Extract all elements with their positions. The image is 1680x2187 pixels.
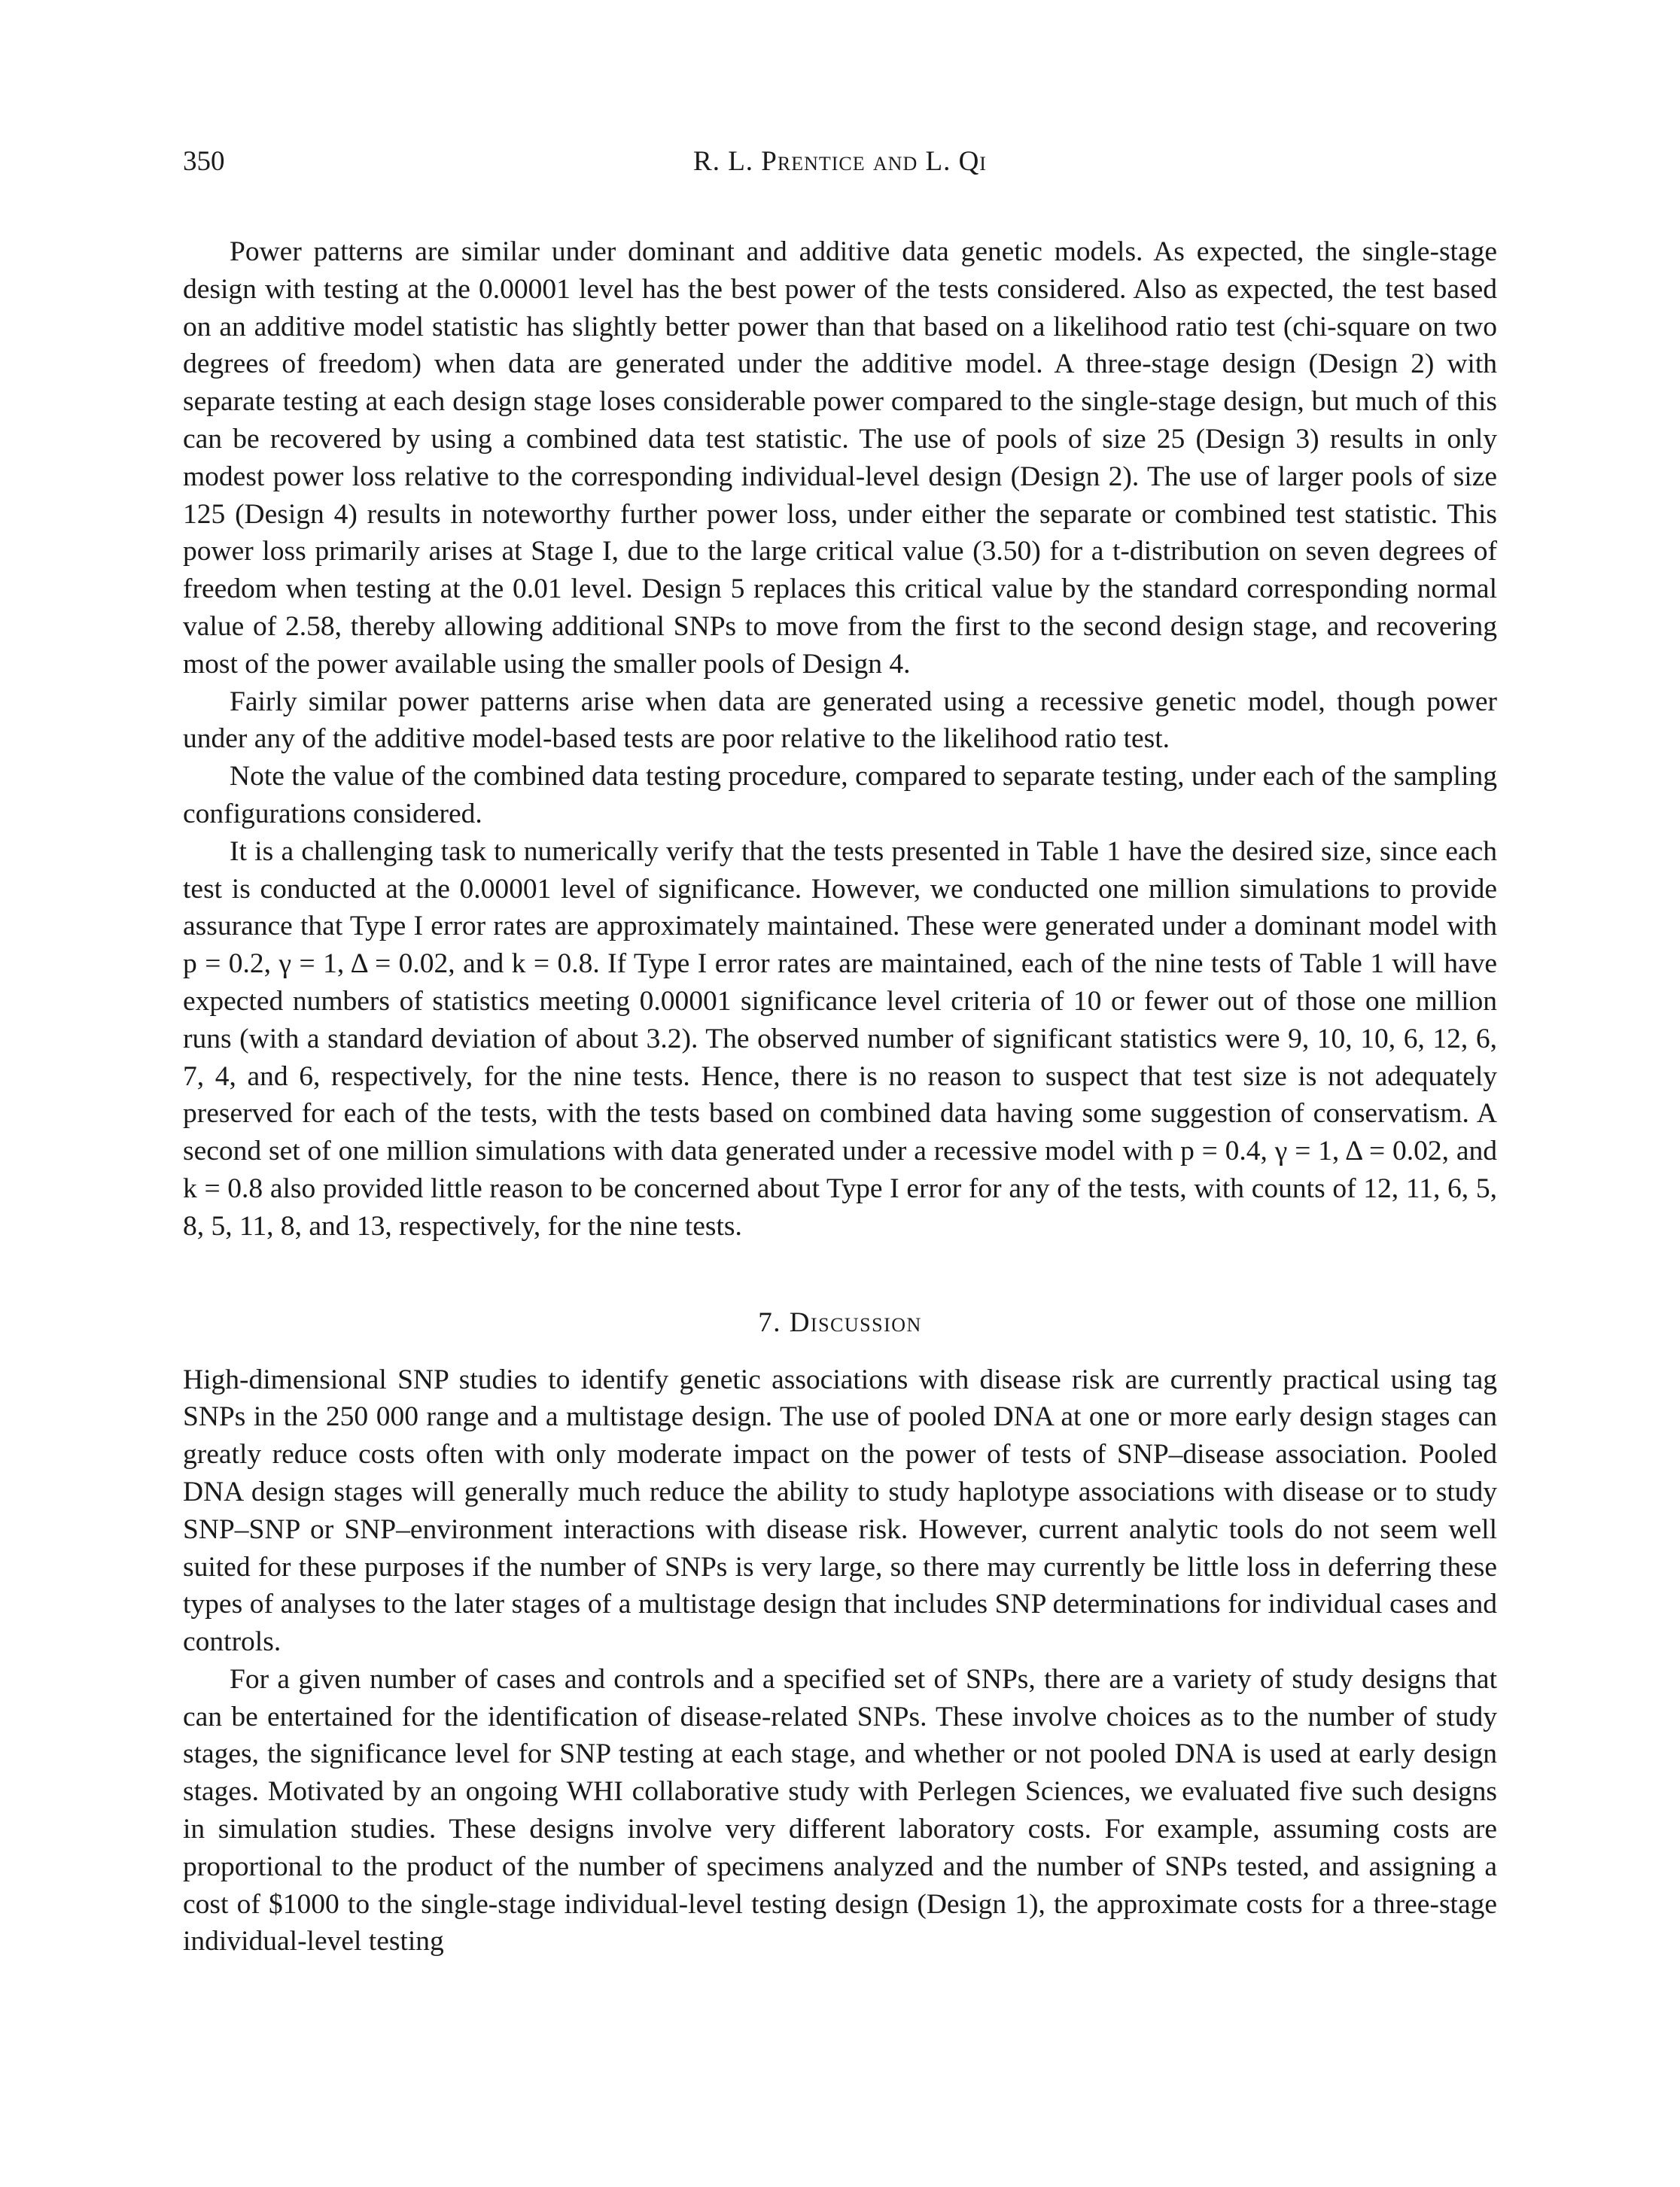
paragraph-type-one-error: It is a challenging task to numerically verify that the tests presented in Table 1 have the desired size, since each test is conducted at the 0.00001 level of significance. However, we conducted one million simulations to provide assurance that Type I error rates are approximately maintained. These were generated under a dominant model with p = 0.2, γ = 1, Δ = 0.02, and k = 0.8. If Type I error rates are maintained, each of the nine tests of Table 1 will have expected numbers of statistics meeting 0.00001 significance level criteria of 10 or fewer out of those one million runs (with a standard deviation of about 3.2). The observed number of significant statistics were 9, 10, 10, 6, 12, 6, 7, 4, and 6, respectively, for the nine tests. Hence, there is no reason to suspect that test size is not adequately preserved for each of the tests, with the tests based on combined data having some suggestion of conservatism. A second set of one million simulations with data generated under a recessive model with p = 0.4, γ = 1, Δ = 0.02, and k = 0.8 also provided little reason to be concerned about Type I error for any of the tests, with counts of 12, 11, 6, 5, 8, 5, 11, 8, and 13, respectively, for the nine tests. [183, 835, 1497, 1242]
paragraph-discussion-designs: For a given number of cases and controls and a specified set of SNPs, there are a variety of study designs that can be entertained for the identification of disease-related SNPs. These involve choices as to the number of study stages, the significance level for SNP testing at each stage, and whether or not pooled DNA is used at early design stages. Motivated by an ongoing WHI collaborative study with Perlegen Sciences, we evaluated five such designs in simulation studies. These designs involve very different laboratory costs. For example, assuming costs are proportional to the product of the number of specimens analyzed and the number of SNPs tested, and assigning a cost of $1000 to the single-stage individual-level testing design (Design 1), the approximate costs for a three-stage individual-level testing [183, 1663, 1497, 1957]
paragraph-recessive-model: Fairly similar power patterns arise when data are generated using a recessive genetic model, though power under any of the additive model-based tests are poor relative to the likelihood ratio test. [183, 686, 1497, 755]
body-text [183, 233, 1497, 1960]
section-heading-discussion: 7. Discussion [758, 1306, 922, 1338]
paragraph-combined-testing: Note the value of the combined data testing procedure, compared to separate testing, under each of the sampling configurations considered. [183, 761, 1497, 829]
page-number: 350 [183, 146, 225, 177]
running-title: R. L. Prentice and L. Qi [693, 146, 987, 177]
paragraph-discussion-intro: High-dimensional SNP studies to identify genetic associations with disease risk are currently practical using tag SNPs in the 250 000 range and a multistage design. The use of pooled DNA at one or more early design stages can greatly reduce costs often with only moderate impact on the power of tests of SNP–disease association. Pooled DNA design stages will generally much reduce the ability to study haplotype associations with disease or to study SNP–SNP or SNP–environment interactions with disease risk. However, current analytic tools do not seem well suited for these purposes if the number of SNPs is very large, so there may currently be little loss in deferring these types of analyses to the later stages of a multistage design that includes SNP determinations for individual cases and controls. [183, 1364, 1497, 1658]
journal-page [183, 0, 1497, 2187]
paragraph-power-patterns: Power patterns are similar under dominant and additive data genetic models. As expected, the single-stage design with testing at the 0.00001 level has the best power of the tests considered. Also as expected, the test based on an additive model statistic has slightly better power than that based on a likelihood ratio test (chi-square on two degrees of freedom) when data are generated under the additive model. A three-stage design (Design 2) with separate testing at each design stage loses considerable power compared to the single-stage design, but much of this can be recovered by using a combined data test statistic. The use of pools of size 25 (Design 3) results in only modest power loss relative to the corresponding individual-level design (Design 2). The use of larger pools of size 125 (Design 4) results in noteworthy further power loss, under either the separate or combined test statistic. This power loss primarily arises at Stage I, due to the large critical value (3.50) for a t-distribution on seven degrees of freedom when testing at the 0.01 level. Design 5 replaces this critical value by the standard corresponding normal value of 2.58, thereby allowing additional SNPs to move from the first to the second design stage, and recovering most of the power available using the smaller pools of Design 4. [183, 236, 1497, 680]
running-head [183, 143, 1497, 181]
